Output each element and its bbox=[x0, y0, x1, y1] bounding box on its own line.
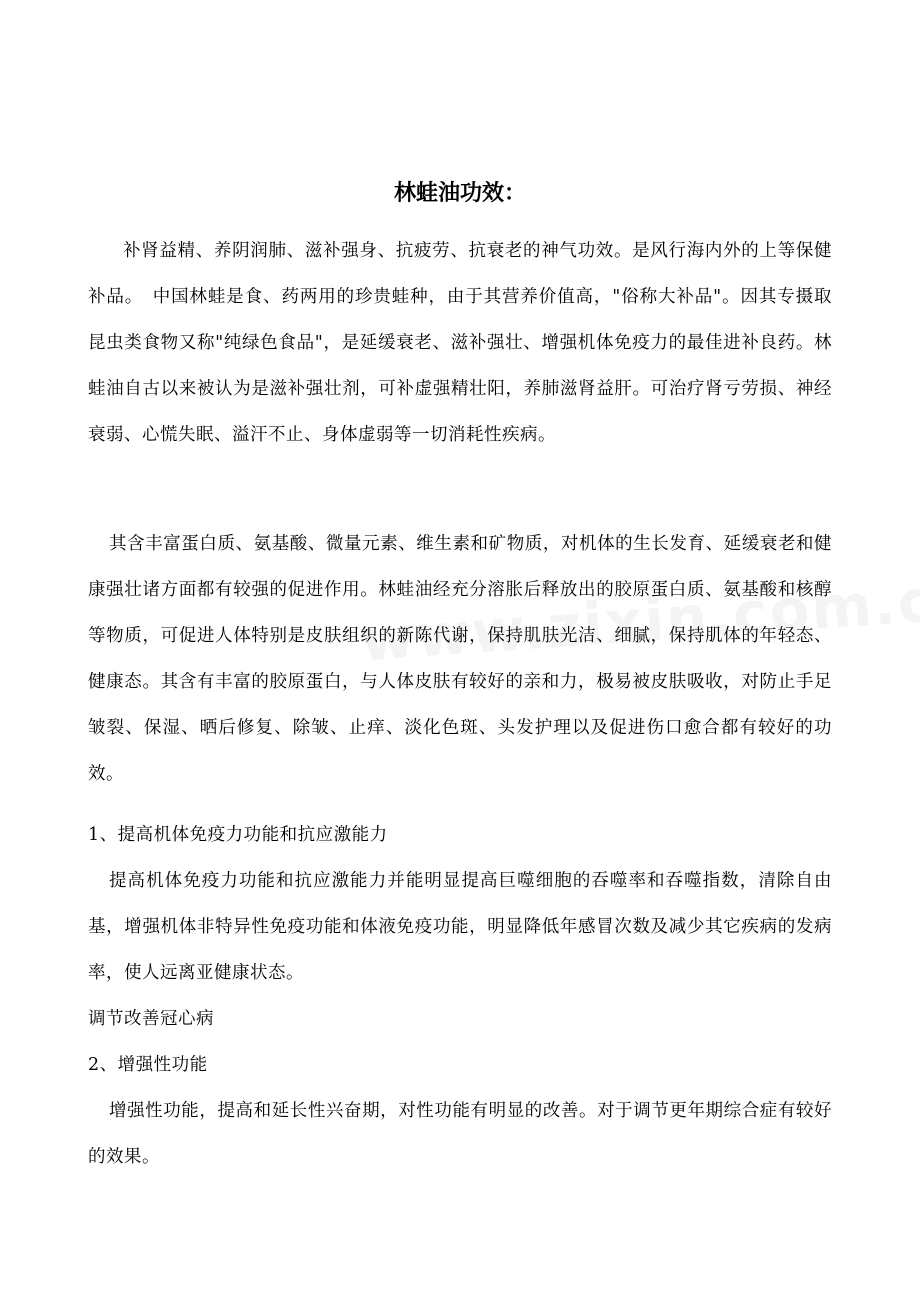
paragraph-immunity: 提高机体免疫力功能和抗应激能力并能明显提高巨噬细胞的吞噬率和吞噬指数，清除自由基，增强机体非特异性免疫功能和体液免疫功能，明显降低年感冒次数及减少其它疾病的发病率，使人远离亚健康状态。 bbox=[88, 871, 832, 983]
section-heading-heart: 调节改善冠心病 bbox=[88, 1009, 214, 1029]
paragraph-sexual-function: 增强性功能，提高和延长性兴奋期，对性功能有明显的改善。对于调节更年期综合症有较好的效果。 bbox=[88, 1101, 832, 1167]
paragraph-intro: 补肾益精、养阴润肺、滋补强身、抗疲劳、抗衰老的神气功效。是风行海内外的上等保健补品。 中国林蛙是食、药两用的珍贵蛙种，由于其营养价值高，"俗称大补品"。因其专摄取昆虫类食物又称"纯绿色食品"，是延缓衰老、滋补强壮、增强机体免疫力的最佳进补良药。林蛙油自古以来被认为是滋补强壮剂，可补虚强精壮阳，养肺滋肾益肝。可治疗肾亏劳损、神经衰弱、心慌失眠、溢汗不止、身体虚弱等一切消耗性疾病。 bbox=[88, 241, 832, 445]
document-title: 林蛙油功效： bbox=[393, 181, 526, 206]
section-heading-sexual-function: 2、增强性功能 bbox=[88, 1055, 208, 1075]
paragraph-nutrients: 其含丰富蛋白质、氨基酸、微量元素、维生素和矿物质，对机体的生长发育、延缓衰老和健康强壮诸方面都有较强的促进作用。林蛙油经充分溶胀后释放出的胶原蛋白质、氨基酸和核醇等物质，可促进人体特别是皮肤组织的新陈代谢，保持肌肤光洁、细腻，保持肌体的年轻态、健康态。其含有丰富的胶原蛋白，与人体皮肤有较好的亲和力，极易被皮肤吸收，对防止手足皱裂、保湿、晒后修复、除皱、止痒、淡化色斑、头发护理以及促进伤口愈合都有较好的功效。 bbox=[88, 534, 832, 784]
section-heading-immunity: 1、提高机体免疫力功能和抗应激能力 bbox=[88, 825, 388, 845]
